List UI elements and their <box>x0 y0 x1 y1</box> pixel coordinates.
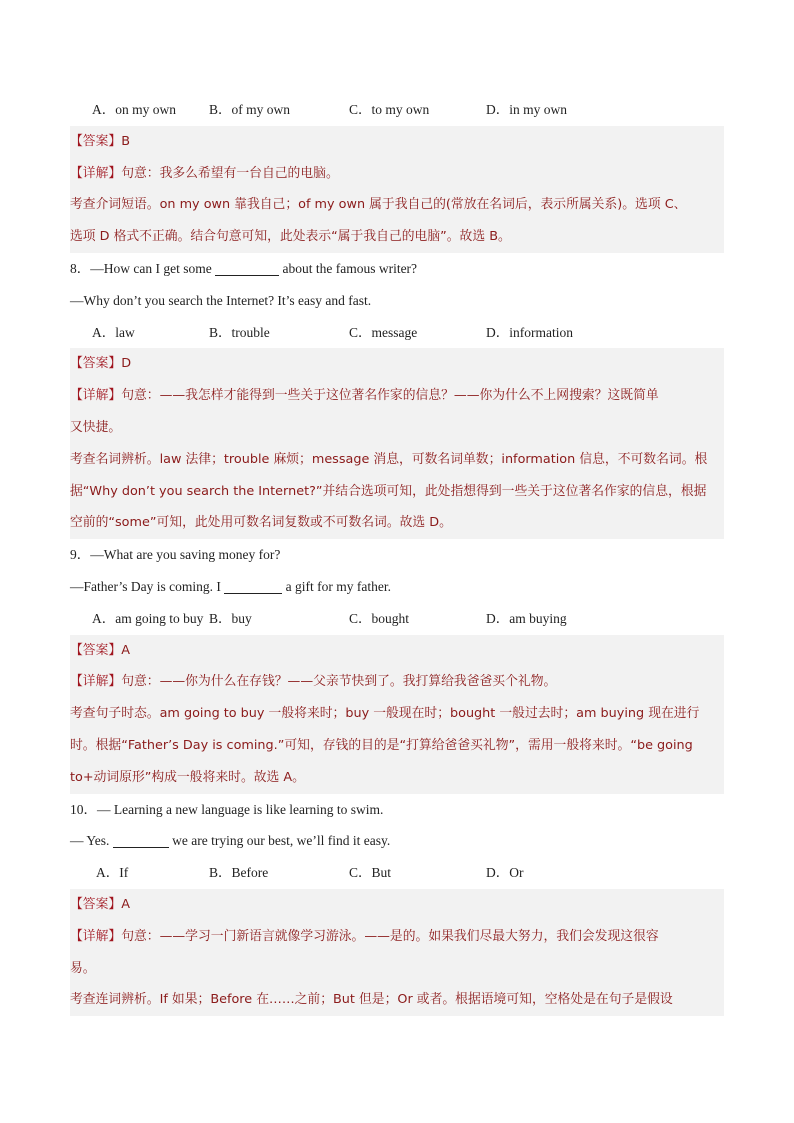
q7-option-b[interactable]: B．of my own <box>209 102 290 117</box>
detail-tag: 【详解】 <box>70 674 122 690</box>
q8-option-d[interactable]: D．information <box>486 324 573 340</box>
q9-option-b[interactable]: B．buy <box>209 610 252 626</box>
answer-blank <box>224 579 282 594</box>
stem-text: — Yes. <box>70 833 110 849</box>
answer-value: A <box>121 642 130 658</box>
q9-answer-block <box>70 635 724 794</box>
q8-detail-1 <box>70 380 724 412</box>
stem-text: about the famous writer? <box>282 260 418 276</box>
q9-detail-4: to+动词原形”构成一般将来时。故选 A。 <box>70 769 305 785</box>
q7-option-a[interactable]: A．on my own <box>92 102 176 117</box>
q7-detail-1 <box>70 158 724 190</box>
answer-tag: 【答案】 <box>70 133 122 149</box>
q9-reply <box>70 571 724 603</box>
stem-text: 8．—How can I get some <box>70 260 212 276</box>
q8-detail-4: 据“Why don’t you search the Internet?”并结合选项可知，此处指想得到一些关于这位著名作家的信息，根据 <box>70 483 707 499</box>
answer-tag: 【答案】 <box>70 896 122 912</box>
q9-option-d[interactable]: D．am buying <box>486 610 567 626</box>
answer-tag: 【答案】 <box>70 642 122 658</box>
detail-text: 句意：——学习一门新语言就像学习游泳。——是的。如果我们尽最大努力，我们会发现这很容 <box>121 928 659 944</box>
answer-tag: 【答案】 <box>70 356 122 372</box>
detail-text: 句意：——你为什么在存钱？——父亲节快到了。我打算给我爸爸买个礼物。 <box>121 674 557 690</box>
q10-options <box>70 857 724 889</box>
q7-option-d[interactable]: D．in my own <box>486 102 567 117</box>
q9-detail-1 <box>70 666 724 698</box>
q8-answer-block <box>70 348 724 539</box>
answer-value: A <box>121 896 130 912</box>
exercise-page <box>70 94 724 1016</box>
q8-option-b[interactable]: B．trouble <box>209 324 270 340</box>
q10-answer-block <box>70 889 724 1016</box>
q8-option-a[interactable]: A．law <box>92 324 135 340</box>
q8-options <box>70 317 724 349</box>
stem-text: —Father’s Day is coming. I <box>70 578 221 594</box>
q10-option-a[interactable]: A．If <box>96 865 129 881</box>
q10-detail-3: 考查连词辨析。If 如果；Before 在……之前；But 但是；Or 或者。根据语境可知，空格处是在句子是假设 <box>70 992 673 1008</box>
q10-detail-2: 易。 <box>70 960 96 976</box>
q8-reply: —Why don’t you search the Internet? It’s easy and fast. <box>70 292 372 308</box>
detail-text: 句意：我多么希望有一台自己的电脑。 <box>121 165 339 181</box>
q7-answer <box>70 126 724 158</box>
q9-option-a[interactable]: A．am going to buy <box>92 610 204 626</box>
answer-value: B <box>121 133 130 149</box>
q7-option-c[interactable]: C．to my own <box>349 102 430 117</box>
q8-answer <box>70 348 724 380</box>
q10-reply <box>70 825 724 857</box>
answer-blank <box>113 833 169 848</box>
q8-detail-3: 考查名词辨析。law 法律；trouble 麻烦；message 消息，可数名词单数；information 信息，不可数名词。根 <box>70 451 708 467</box>
q9-options <box>70 603 724 635</box>
q7-options <box>70 94 724 126</box>
detail-tag: 【详解】 <box>70 165 122 181</box>
q8-detail-5: 空前的“some”可知，此处用可数名词复数或不可数名词。故选 D。 <box>70 515 452 531</box>
q9-stem: 9．—What are you saving money for? <box>70 547 281 563</box>
detail-tag: 【详解】 <box>70 388 122 404</box>
answer-value: D <box>121 356 132 372</box>
detail-text: 句意：——我怎样才能得到一些关于这位著名作家的信息？——你为什么不上网搜索？这既简单 <box>121 388 659 404</box>
q9-answer <box>70 635 724 667</box>
stem-text: we are trying our best, we’ll find it easy. <box>172 833 391 849</box>
q7-detail-2: 考查介词短语。on my own 靠我自己；of my own 属于我自己的(常放在名词后，表示所属关系)。选项 C、 <box>70 197 687 213</box>
q9-option-c[interactable]: C．bought <box>349 610 410 626</box>
q9-detail-2: 考查句子时态。am going to buy 一般将来时；buy 一般现在时；bought 一般过去时；am buying 现在进行 <box>70 706 700 722</box>
q8-option-c[interactable]: C．message <box>349 324 418 340</box>
q9-detail-3: 时。根据“Father’s Day is coming.”可知，存钱的目的是“打算给爸爸买礼物”，需用一般将来时。“be going <box>70 737 693 753</box>
q10-detail-1 <box>70 921 724 953</box>
stem-text: a gift for my father. <box>285 578 391 594</box>
answer-blank <box>215 261 279 276</box>
q10-option-c[interactable]: C．But <box>349 865 392 881</box>
detail-tag: 【详解】 <box>70 928 122 944</box>
q8-detail-2: 又快捷。 <box>70 419 122 435</box>
q10-option-b[interactable]: B．Before <box>209 865 269 881</box>
q10-answer <box>70 889 724 921</box>
q7-answer-block <box>70 126 724 253</box>
q10-option-d[interactable]: D．Or <box>486 865 524 881</box>
q8-stem <box>70 253 724 285</box>
q10-stem: 10．— Learning a new language is like learning to swim. <box>70 801 384 817</box>
q7-detail-3: 选项 D 格式不正确。结合句意可知，此处表示“属于我自己的电脑”。故选 B。 <box>70 229 511 245</box>
